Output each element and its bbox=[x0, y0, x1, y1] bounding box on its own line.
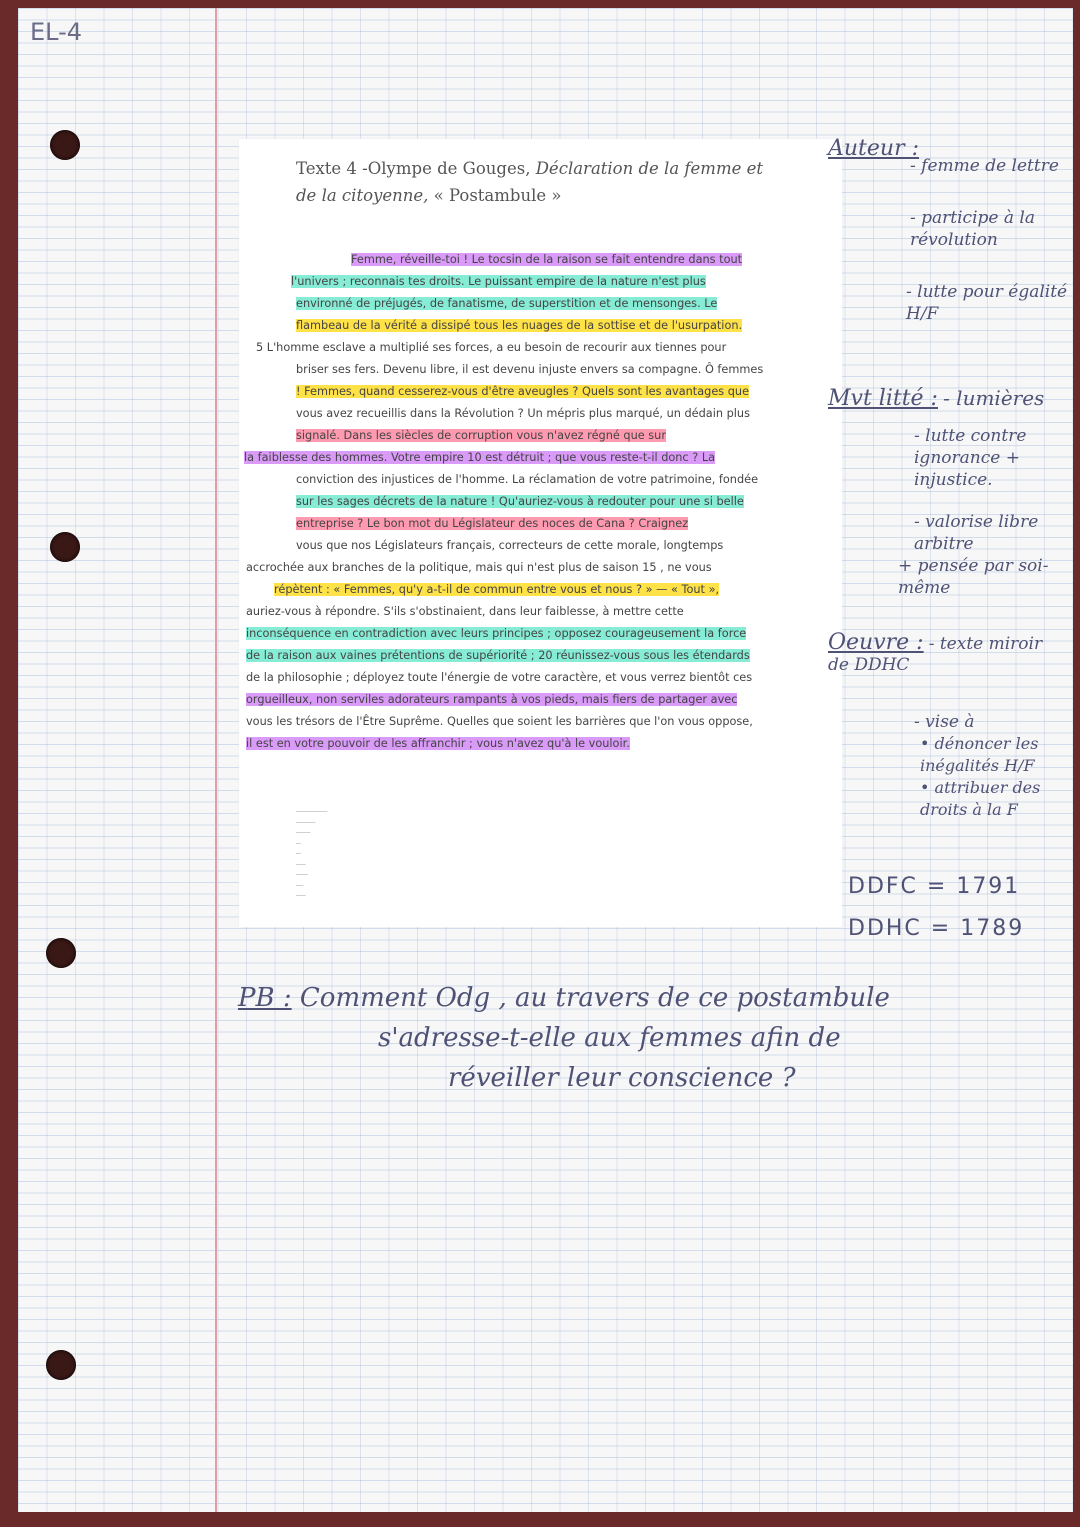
notes-mvt bbox=[828, 386, 1068, 599]
notes-label: Mvt litté : bbox=[828, 386, 938, 411]
binder-hole bbox=[46, 1350, 76, 1380]
problematique bbox=[238, 978, 1038, 1098]
notebook-page bbox=[18, 8, 1073, 1512]
date-ddhc: DDHC = 1789 bbox=[848, 916, 1025, 941]
text-line: de la philosophie ; déployez toute l'énergie de votre caractère, et vous verrez bientôt ces bbox=[246, 671, 753, 684]
text-line bbox=[296, 385, 749, 398]
text-line-highlight: la faiblesse des hommes. Votre empire 10 est détruit ; que vous reste-t-il donc ? La bbox=[244, 451, 716, 464]
title-work: de la citoyenne, bbox=[296, 186, 429, 205]
text-line: accrochée aux branches de la politique, mais qui n'est plus de saison 15 , ne vous bbox=[246, 561, 712, 574]
text-line bbox=[274, 583, 719, 596]
notes-item: - lutte pour égalité H/F bbox=[906, 282, 1068, 324]
text-line-highlight: environné de préjugés, de fanatisme, de superstition et de mensonges. Le bbox=[296, 297, 718, 310]
sheet-title bbox=[296, 155, 816, 209]
text-line bbox=[246, 737, 630, 750]
text-line-highlight: entreprise ? Le bon mot du Législateur des noces de Cana ? Craignez bbox=[296, 517, 689, 530]
text-line-highlight: inconséquence en contradiction avec leurs principes ; opposez courageusement la force bbox=[246, 627, 747, 640]
binder-hole bbox=[50, 130, 80, 160]
text-line: vous avez recueillis dans la Révolution ? Un mépris plus marqué, un dédain plus bbox=[296, 407, 750, 420]
binder-hole bbox=[50, 532, 80, 562]
text-line: 5 L'homme esclave a multiplié ses forces, a eu besoin de recourir aux tiennes pour bbox=[256, 341, 727, 354]
text-line-highlight: il est en votre pouvoir de les affranchir ; vous n'avez qu'à le vouloir. bbox=[246, 737, 630, 750]
corner-label: EL-4 bbox=[30, 18, 83, 46]
text-line bbox=[246, 693, 737, 706]
text-line: vous que nos Législateurs français, correcteurs de cette morale, longtemps bbox=[296, 539, 724, 552]
notes-oeuvre bbox=[828, 630, 1068, 821]
title-part: Texte 4 -Olympe de Gouges, bbox=[296, 159, 531, 178]
text-line-highlight: orgueilleux, non serviles adorateurs rampants à vos pieds, mais fiers de partager avec bbox=[246, 693, 738, 706]
binder-hole bbox=[46, 938, 76, 968]
text-line: flambeau de la vérité a dissipé tous les nuages de la sottise et de l'usurpation. bbox=[296, 319, 743, 332]
notes-label: Oeuvre : bbox=[828, 630, 924, 655]
notes-item: - participe à la révolution bbox=[910, 208, 1035, 250]
notes-item: • attribuer des droits à la F bbox=[920, 778, 1041, 819]
text-line: briser ses fers. Devenu libre, il est devenu injuste envers sa compagne. Ô femmes bbox=[296, 363, 764, 376]
notes-auteur bbox=[828, 136, 1068, 325]
notes-item: + pensée par soi-même bbox=[898, 556, 1049, 598]
pb-text-line: Comment Odg , au travers de ce postambule bbox=[299, 983, 890, 1013]
notes-item: - vise à bbox=[914, 712, 975, 732]
text-line: conviction des injustices de l'homme. La réclamation de votre patrimoine, fondée bbox=[296, 473, 759, 486]
text-line: vous les trésors de l'Être Suprême. Quelles que soient les barrières que l'on vous oppose, bbox=[246, 715, 753, 728]
title-work: Déclaration de la femme et bbox=[535, 159, 763, 178]
notes-item: - valorise libre arbitre bbox=[914, 512, 1039, 554]
margin-line bbox=[215, 8, 217, 1512]
date-ddfc: DDFC = 1791 bbox=[848, 874, 1021, 899]
notes-item: - lumières bbox=[943, 386, 1045, 410]
notes-item: • dénoncer les inégalités H/F bbox=[920, 734, 1039, 775]
text-line: Femme, réveille-toi ! Le tocsin de la raison se fait entendre dans tout bbox=[351, 253, 743, 266]
notes-item: - femme de lettre bbox=[910, 156, 1059, 176]
text-line bbox=[296, 297, 717, 310]
pasted-text-sheet bbox=[239, 139, 842, 927]
pb-text-line: réveiller leur conscience ? bbox=[448, 1063, 796, 1093]
text-line bbox=[246, 649, 750, 662]
notes-item: - lutte contre ignorance + injustice. bbox=[914, 426, 1027, 490]
pb-text-line: s'adresse-t-elle aux femmes afin de bbox=[378, 1023, 841, 1053]
text-line-highlight: ! Femmes, quand cesserez-vous d'être aveugles ? Quels sont les avantages que bbox=[296, 385, 750, 398]
text-line bbox=[296, 517, 688, 530]
text-line-highlight: répètent : « Femmes, qu'y a-t-il de commun entre vous et nous ? » — « Tout », bbox=[274, 583, 720, 596]
text-line bbox=[246, 627, 746, 640]
notes-item: - texte miroir de DDHC bbox=[828, 634, 1043, 675]
footnotes: ───────────── ──────── ────── ── ── ──── ───── ─── ──── bbox=[296, 809, 328, 898]
text-line-highlight: de la raison aux vaines prétentions de supériorité ; 20 réunissez-vous sous les étendards bbox=[246, 649, 750, 662]
text-line: l'univers ; reconnais tes droits. Le puissant empire de la nature n'est plus bbox=[291, 275, 706, 288]
text-line-highlight: sur les sages décrets de la nature ! Qu'auriez-vous à redouter pour une si belle bbox=[296, 495, 744, 508]
pb-label: PB : bbox=[238, 983, 292, 1013]
text-line bbox=[296, 495, 744, 508]
text-line: auriez-vous à répondre. S'ils s'obstinaient, dans leur faiblesse, à mettre cette bbox=[246, 605, 684, 618]
text-line-highlight: signalé. Dans les siècles de corruption vous n'avez régné que sur bbox=[296, 429, 666, 442]
text-line bbox=[244, 451, 715, 464]
notes-label: Auteur : bbox=[828, 136, 920, 161]
title-part: « Postambule » bbox=[433, 186, 562, 205]
text-line bbox=[296, 429, 666, 442]
